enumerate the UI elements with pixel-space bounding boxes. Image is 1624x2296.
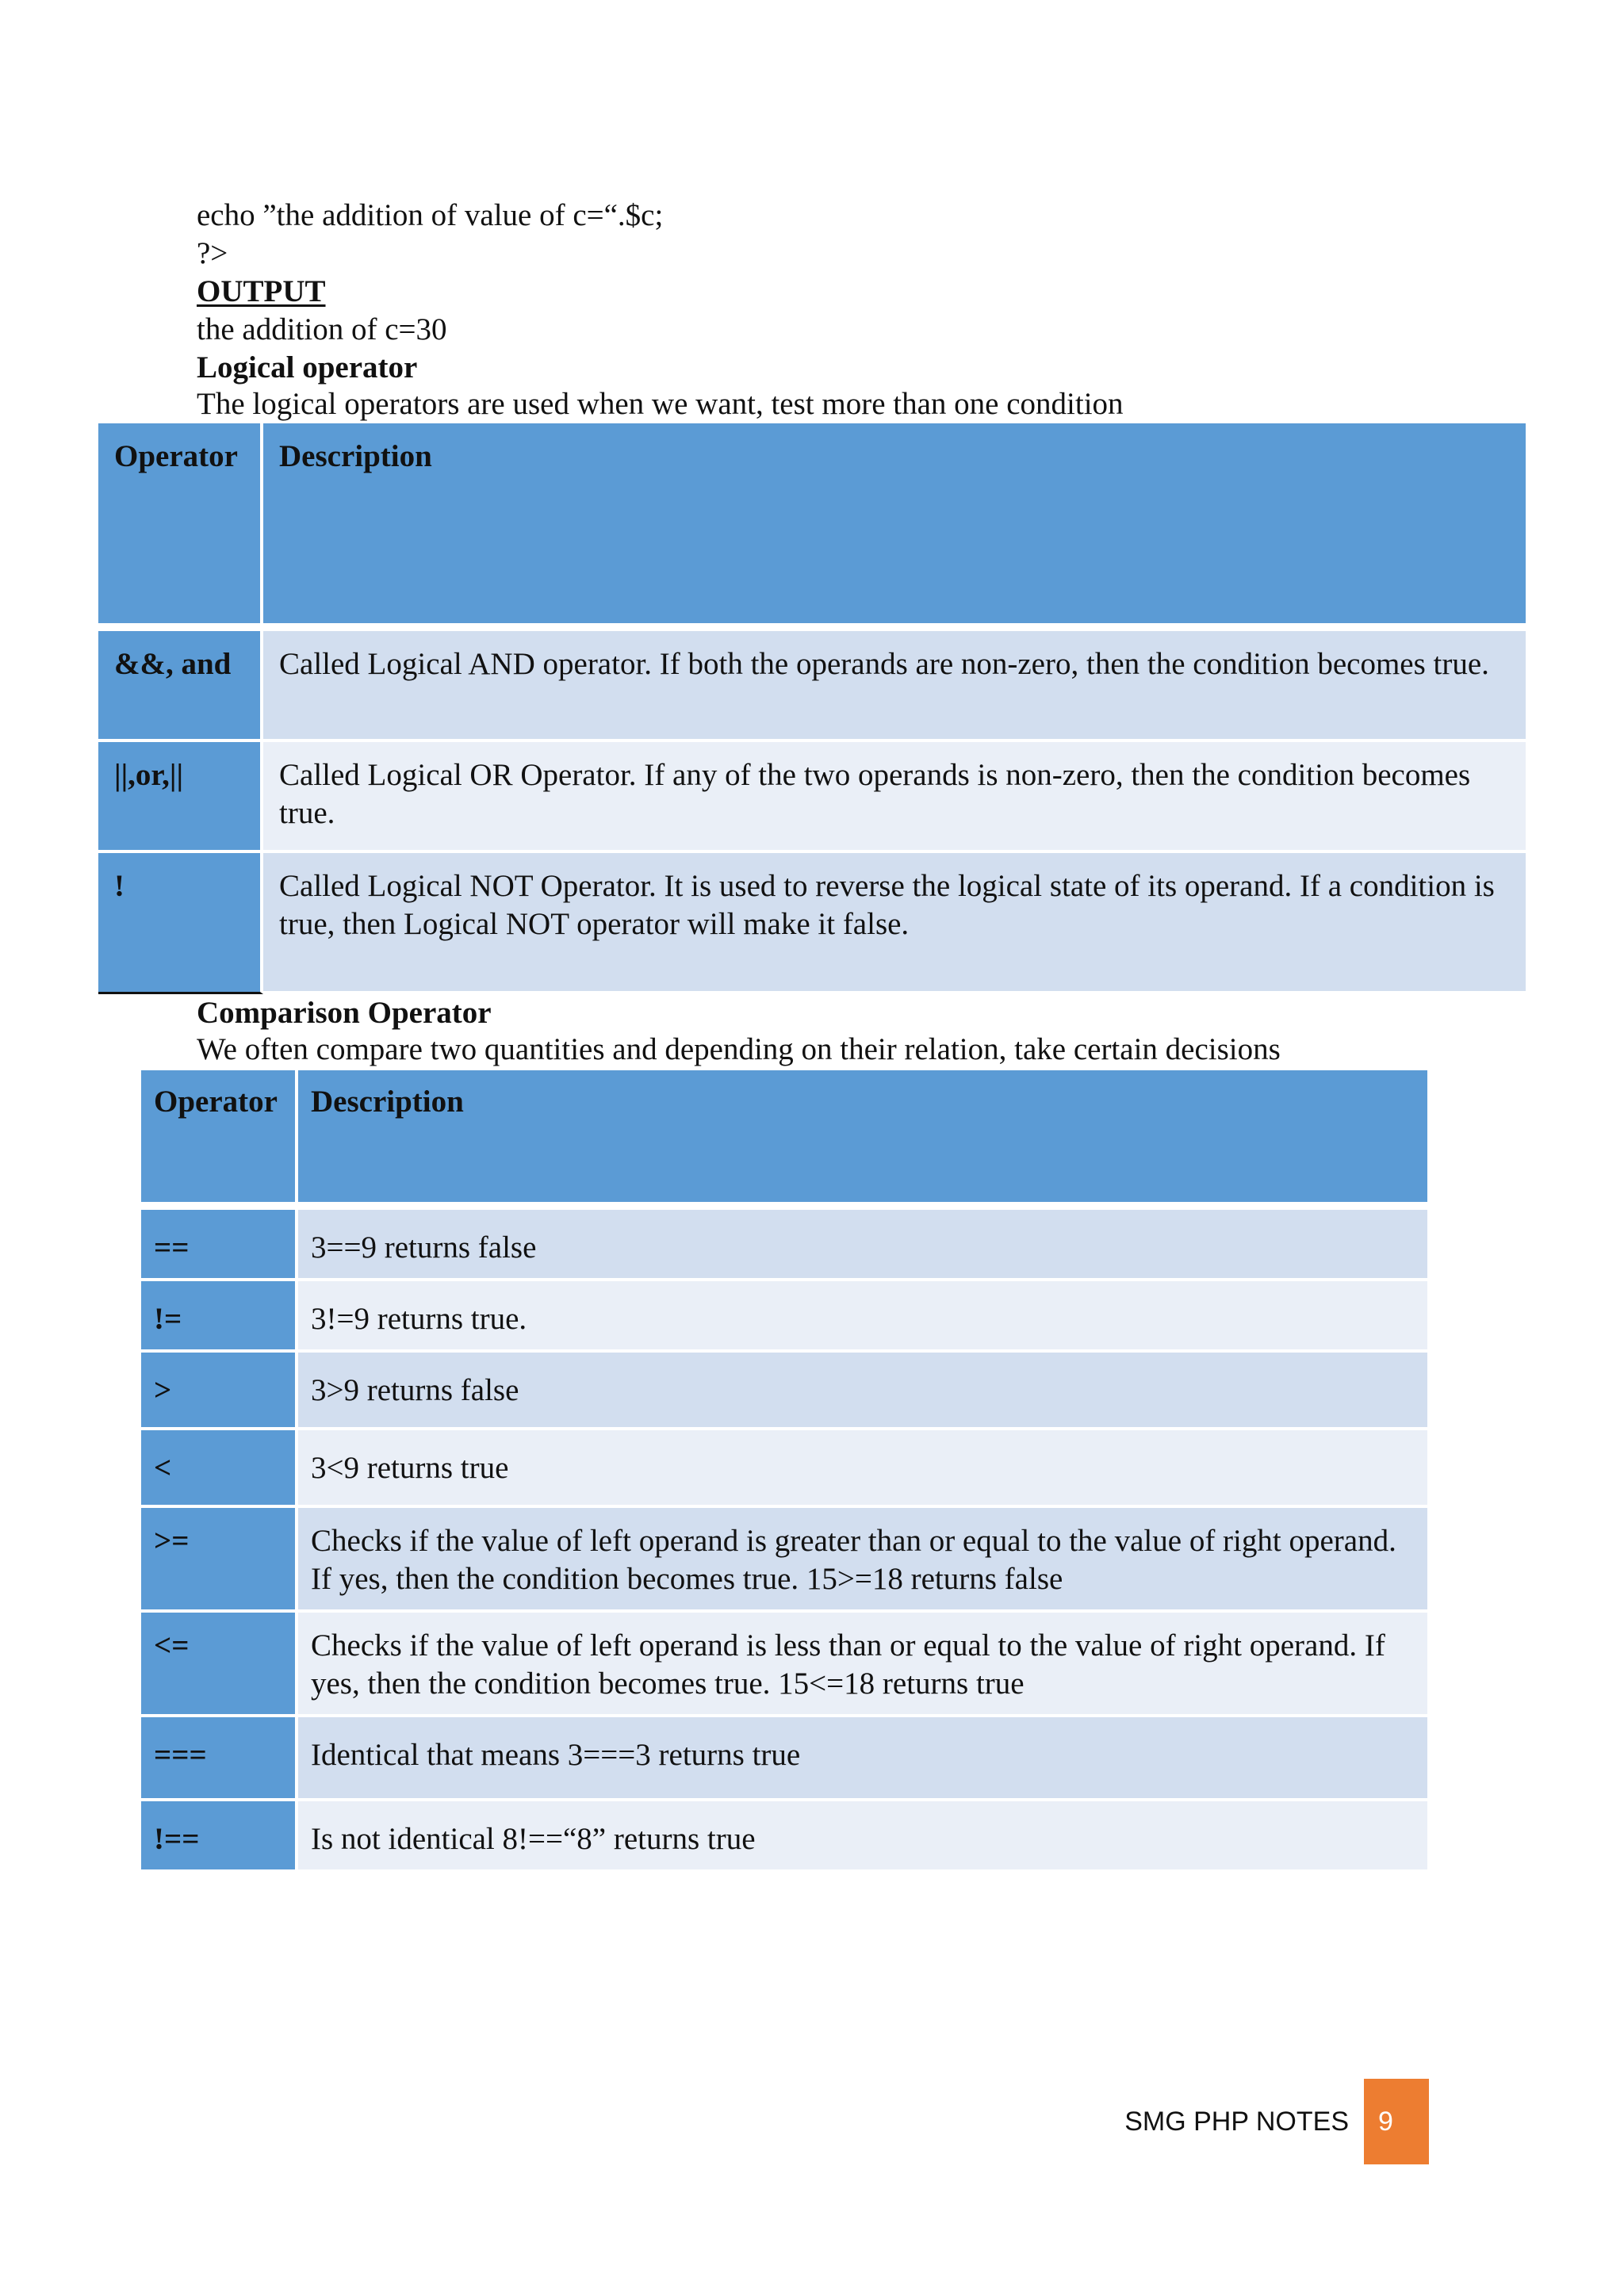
table-row — [141, 1613, 1427, 1717]
description-cell: 3!=9 returns true. — [298, 1281, 1427, 1353]
operator-cell: &&, and — [98, 631, 263, 742]
code-close-tag: ?> — [197, 236, 228, 270]
description-cell: Identical that means 3===3 returns true — [298, 1717, 1427, 1801]
comparison-intro: We often compare two quantities and depending on their relation, take certain decisions — [197, 1032, 1281, 1066]
comparison-operator-table — [141, 1070, 1427, 1873]
description-cell: Checks if the value of left operand is greater than or equal to the value of right operand. If yes, then the condition becomes true. 15>=18 returns false — [298, 1508, 1427, 1613]
operator-cell: == — [141, 1210, 298, 1281]
description-cell: Called Logical OR Operator. If any of the two operands is non-zero, then the condition becomes true. — [263, 742, 1526, 853]
column-header-operator: Operator — [141, 1070, 298, 1210]
description-cell: Is not identical 8!==“8” returns true — [298, 1801, 1427, 1873]
description-cell: 3==9 returns false — [298, 1210, 1427, 1281]
page-number-badge: 9 — [1364, 2079, 1429, 2164]
description-cell: 3<9 returns true — [298, 1430, 1427, 1508]
table-row — [141, 1717, 1427, 1801]
description-cell: Called Logical NOT Operator. It is used to reverse the logical state of its operand. If a condition is true, then Logical NOT operator will make it false. — [263, 853, 1526, 994]
output-heading: OUTPUT — [197, 274, 326, 308]
table-row — [98, 853, 1526, 994]
column-header-operator: Operator — [98, 423, 263, 631]
comparison-heading: Comparison Operator — [197, 996, 492, 1030]
table-row — [141, 1281, 1427, 1353]
operator-cell: != — [141, 1281, 298, 1353]
description-cell: 3>9 returns false — [298, 1353, 1427, 1430]
operator-cell: <= — [141, 1613, 298, 1717]
column-header-description: Description — [263, 423, 1526, 631]
logical-intro: The logical operators are used when we want, test more than one condition — [197, 387, 1124, 421]
table-row — [141, 1430, 1427, 1508]
description-cell: Called Logical AND operator. If both the operands are non-zero, then the condition becomes true. — [263, 631, 1526, 742]
operator-cell: === — [141, 1717, 298, 1801]
output-value: the addition of c=30 — [197, 312, 447, 346]
table-row — [141, 1353, 1427, 1430]
table-row — [98, 742, 1526, 853]
description-cell: Checks if the value of left operand is less than or equal to the value of right operand. If yes, then the condition becomes true. 15<=18 returns true — [298, 1613, 1427, 1717]
table-row — [141, 1210, 1427, 1281]
column-header-description: Description — [298, 1070, 1427, 1210]
table-row — [98, 631, 1526, 742]
logical-heading: Logical operator — [197, 350, 418, 385]
operator-cell: > — [141, 1353, 298, 1430]
operator-cell: < — [141, 1430, 298, 1508]
footer-label: SMG PHP NOTES — [1124, 2107, 1349, 2137]
operator-cell: !== — [141, 1801, 298, 1873]
table-header-row — [141, 1070, 1427, 1210]
table-row — [141, 1801, 1427, 1873]
table-row — [141, 1508, 1427, 1613]
operator-cell: ! — [98, 853, 263, 994]
operator-cell: ||,or,|| — [98, 742, 263, 853]
code-echo-line: echo ”the addition of value of c=“.$c; — [197, 198, 664, 232]
operator-cell: >= — [141, 1508, 298, 1613]
table-header-row — [98, 423, 1526, 631]
logical-operator-table — [98, 423, 1526, 994]
